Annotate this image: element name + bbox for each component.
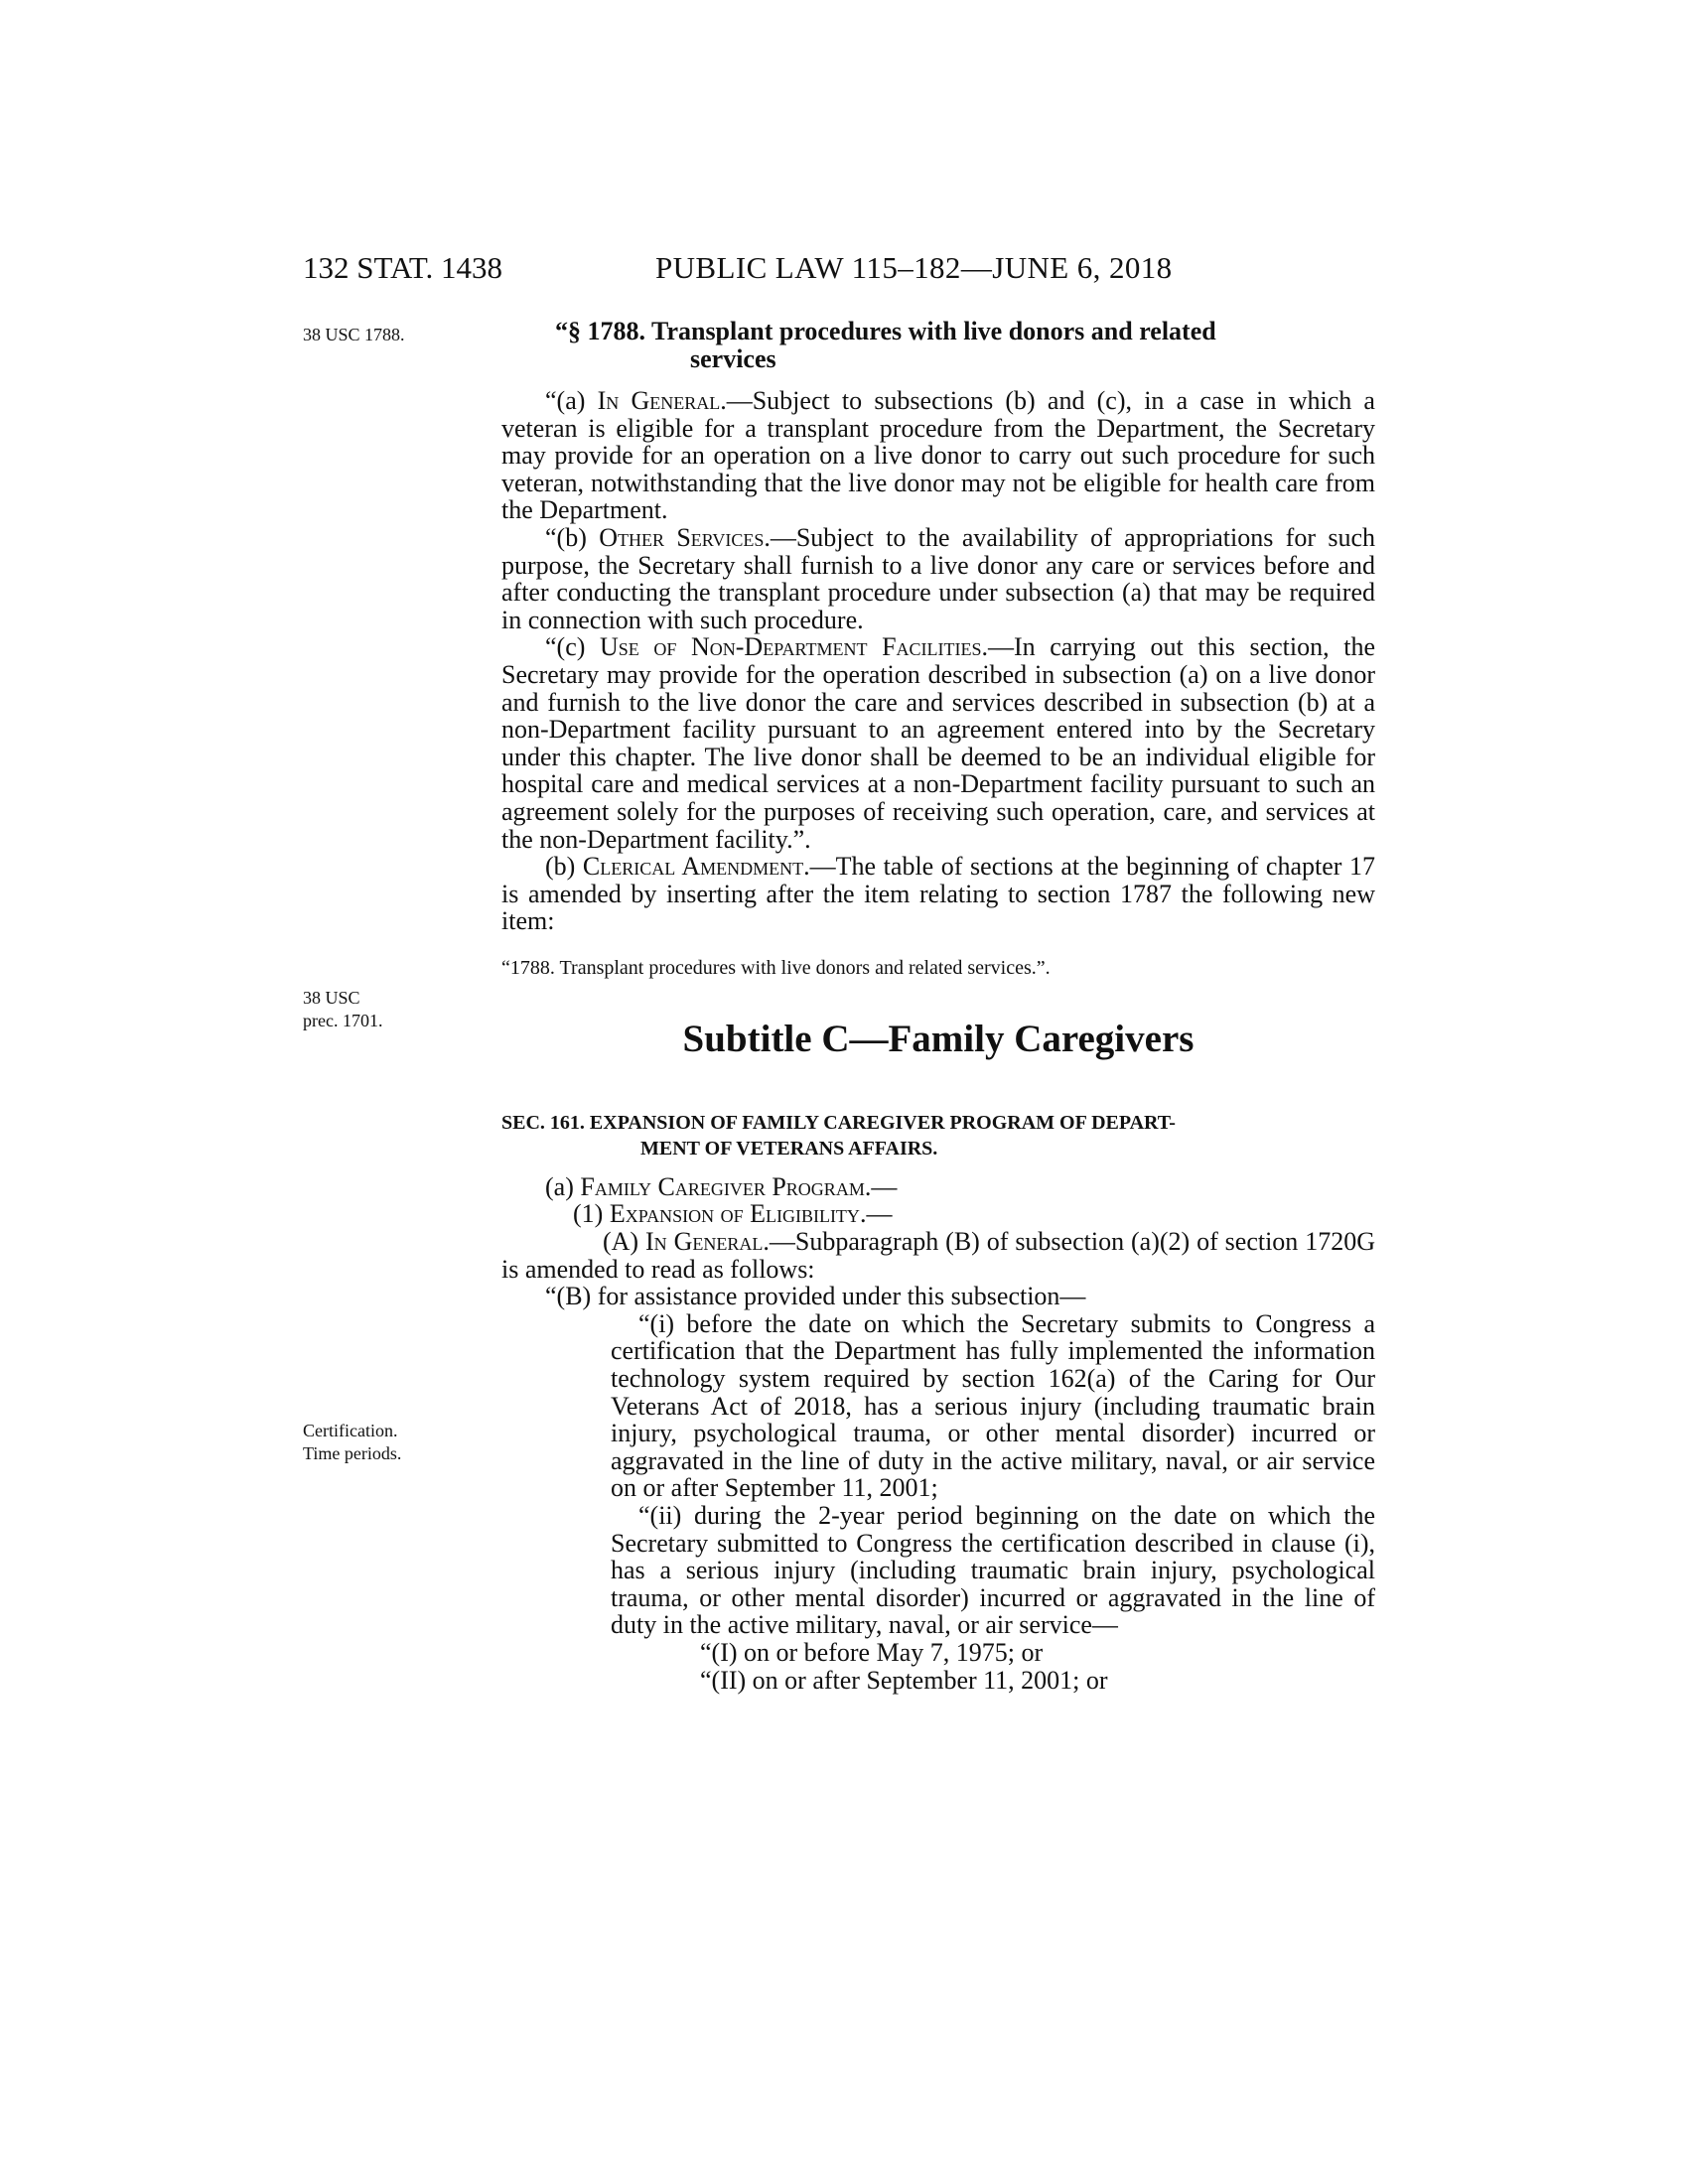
subclause-II: “(II) on or after September 11, 2001; or (700, 1665, 1108, 1695)
subparagraph-b-assistance: “(B) for assistance provided under this subsection— (545, 1282, 1086, 1311)
expansion-of-eligibility: (1) Expansion of Eligibility.— (573, 1199, 893, 1229)
stat-page-number: 132 STAT. 1438 (303, 250, 503, 285)
subsection-c-non-department-facilities: “(c) Use of Non-Department Facilities.—In carrying out this section, the Secretary may provide for the operation described in subsection (a) on a live donor and furnish to the live donor the care and services described in subsection (b) at a non-Department facility pursuant to an agreement entered into by the Secretary under this chapter. The live donor shall be deemed to be an individual eligible for hospital care and medical services at a non-Department facility pursuant to such an agreement solely for the purposes of receiving such operation, care, and services at the non-Department facility.”. (501, 632, 1375, 854)
document-body (501, 318, 1375, 1694)
family-caregiver-program: (a) Family Caregiver Program.— (545, 1171, 898, 1201)
section-161-heading: SEC. 161. EXPANSION OF FAMILY CAREGIVER PROGRAM OF DEPART- MENT OF VETERANS AFFAIRS. (501, 1111, 1176, 1160)
subsection-b-other-services: “(b) Other Services.—Subject to the availability of appropriations for such purpose, the Secretary shall furnish to a live donor any care or services before and after conducting the transplant procedure under subsection (a) that may be required in connection with such procedure. (501, 522, 1375, 634)
clerical-amendment: (b) Clerical Amendment.—The table of sections at the beginning of chapter 17 is amended by inserting after the item relating to section 1787 the following new item: (501, 852, 1375, 936)
clause-i: “(i) before the date on which the Secretary submits to Congress a certification that the Department has fully implemented the information technology system required by section 162(a) of the Caring for Our Veterans Act of 2018, has a serious injury (including traumatic brain injury, psychological trauma, or other mental disorder) incurred or aggravated in the line of duty in the active military, naval, or air service on or after September 11, 2001; (611, 1308, 1375, 1503)
subclause-I: “(I) on or before May 7, 1975; or (700, 1637, 1044, 1667)
margin-note-certification: Certification. Time periods. (303, 1421, 402, 1463)
margin-note-usc-1788: 38 USC 1788. (303, 325, 405, 344)
table-of-sections-item: “1788. Transplant procedures with live donors and related services.”. (501, 956, 1051, 979)
public-law-title: PUBLIC LAW 115–182—JUNE 6, 2018 (655, 250, 1173, 285)
subparagraph-a-in-general: (A) In General.—Subparagraph (B) of subsection (a)(2) of section 1720G is amended to read as follows: (501, 1227, 1375, 1284)
subtitle-heading: Subtitle C—Family Caregivers (682, 1017, 1195, 1060)
subsection-a-in-general: “(a) In General.—Subject to subsections (b) and (c), in a case in which a veteran is eligible for a transplant procedure from the Department, the Secretary may provide for an operation on a live donor to carry out such procedure for such veteran, notwithstanding that the live donor may not be eligible for health care from the Department. (501, 386, 1375, 525)
margin-note-usc-prec-1701: 38 USC prec. 1701. (303, 988, 383, 1030)
section-1788-heading: “§ 1788. Transplant procedures with live donors and related services (555, 317, 1216, 373)
page-header (303, 248, 1375, 288)
clause-ii: “(ii) during the 2-year period beginning on the date on which the Secretary submitted to Congress the certification described in clause (i), has a serious injury (including traumatic brain injury, psychological trauma, or other mental disorder) incurred or aggravated in the line of duty in the active military, naval, or air service— (611, 1501, 1375, 1640)
